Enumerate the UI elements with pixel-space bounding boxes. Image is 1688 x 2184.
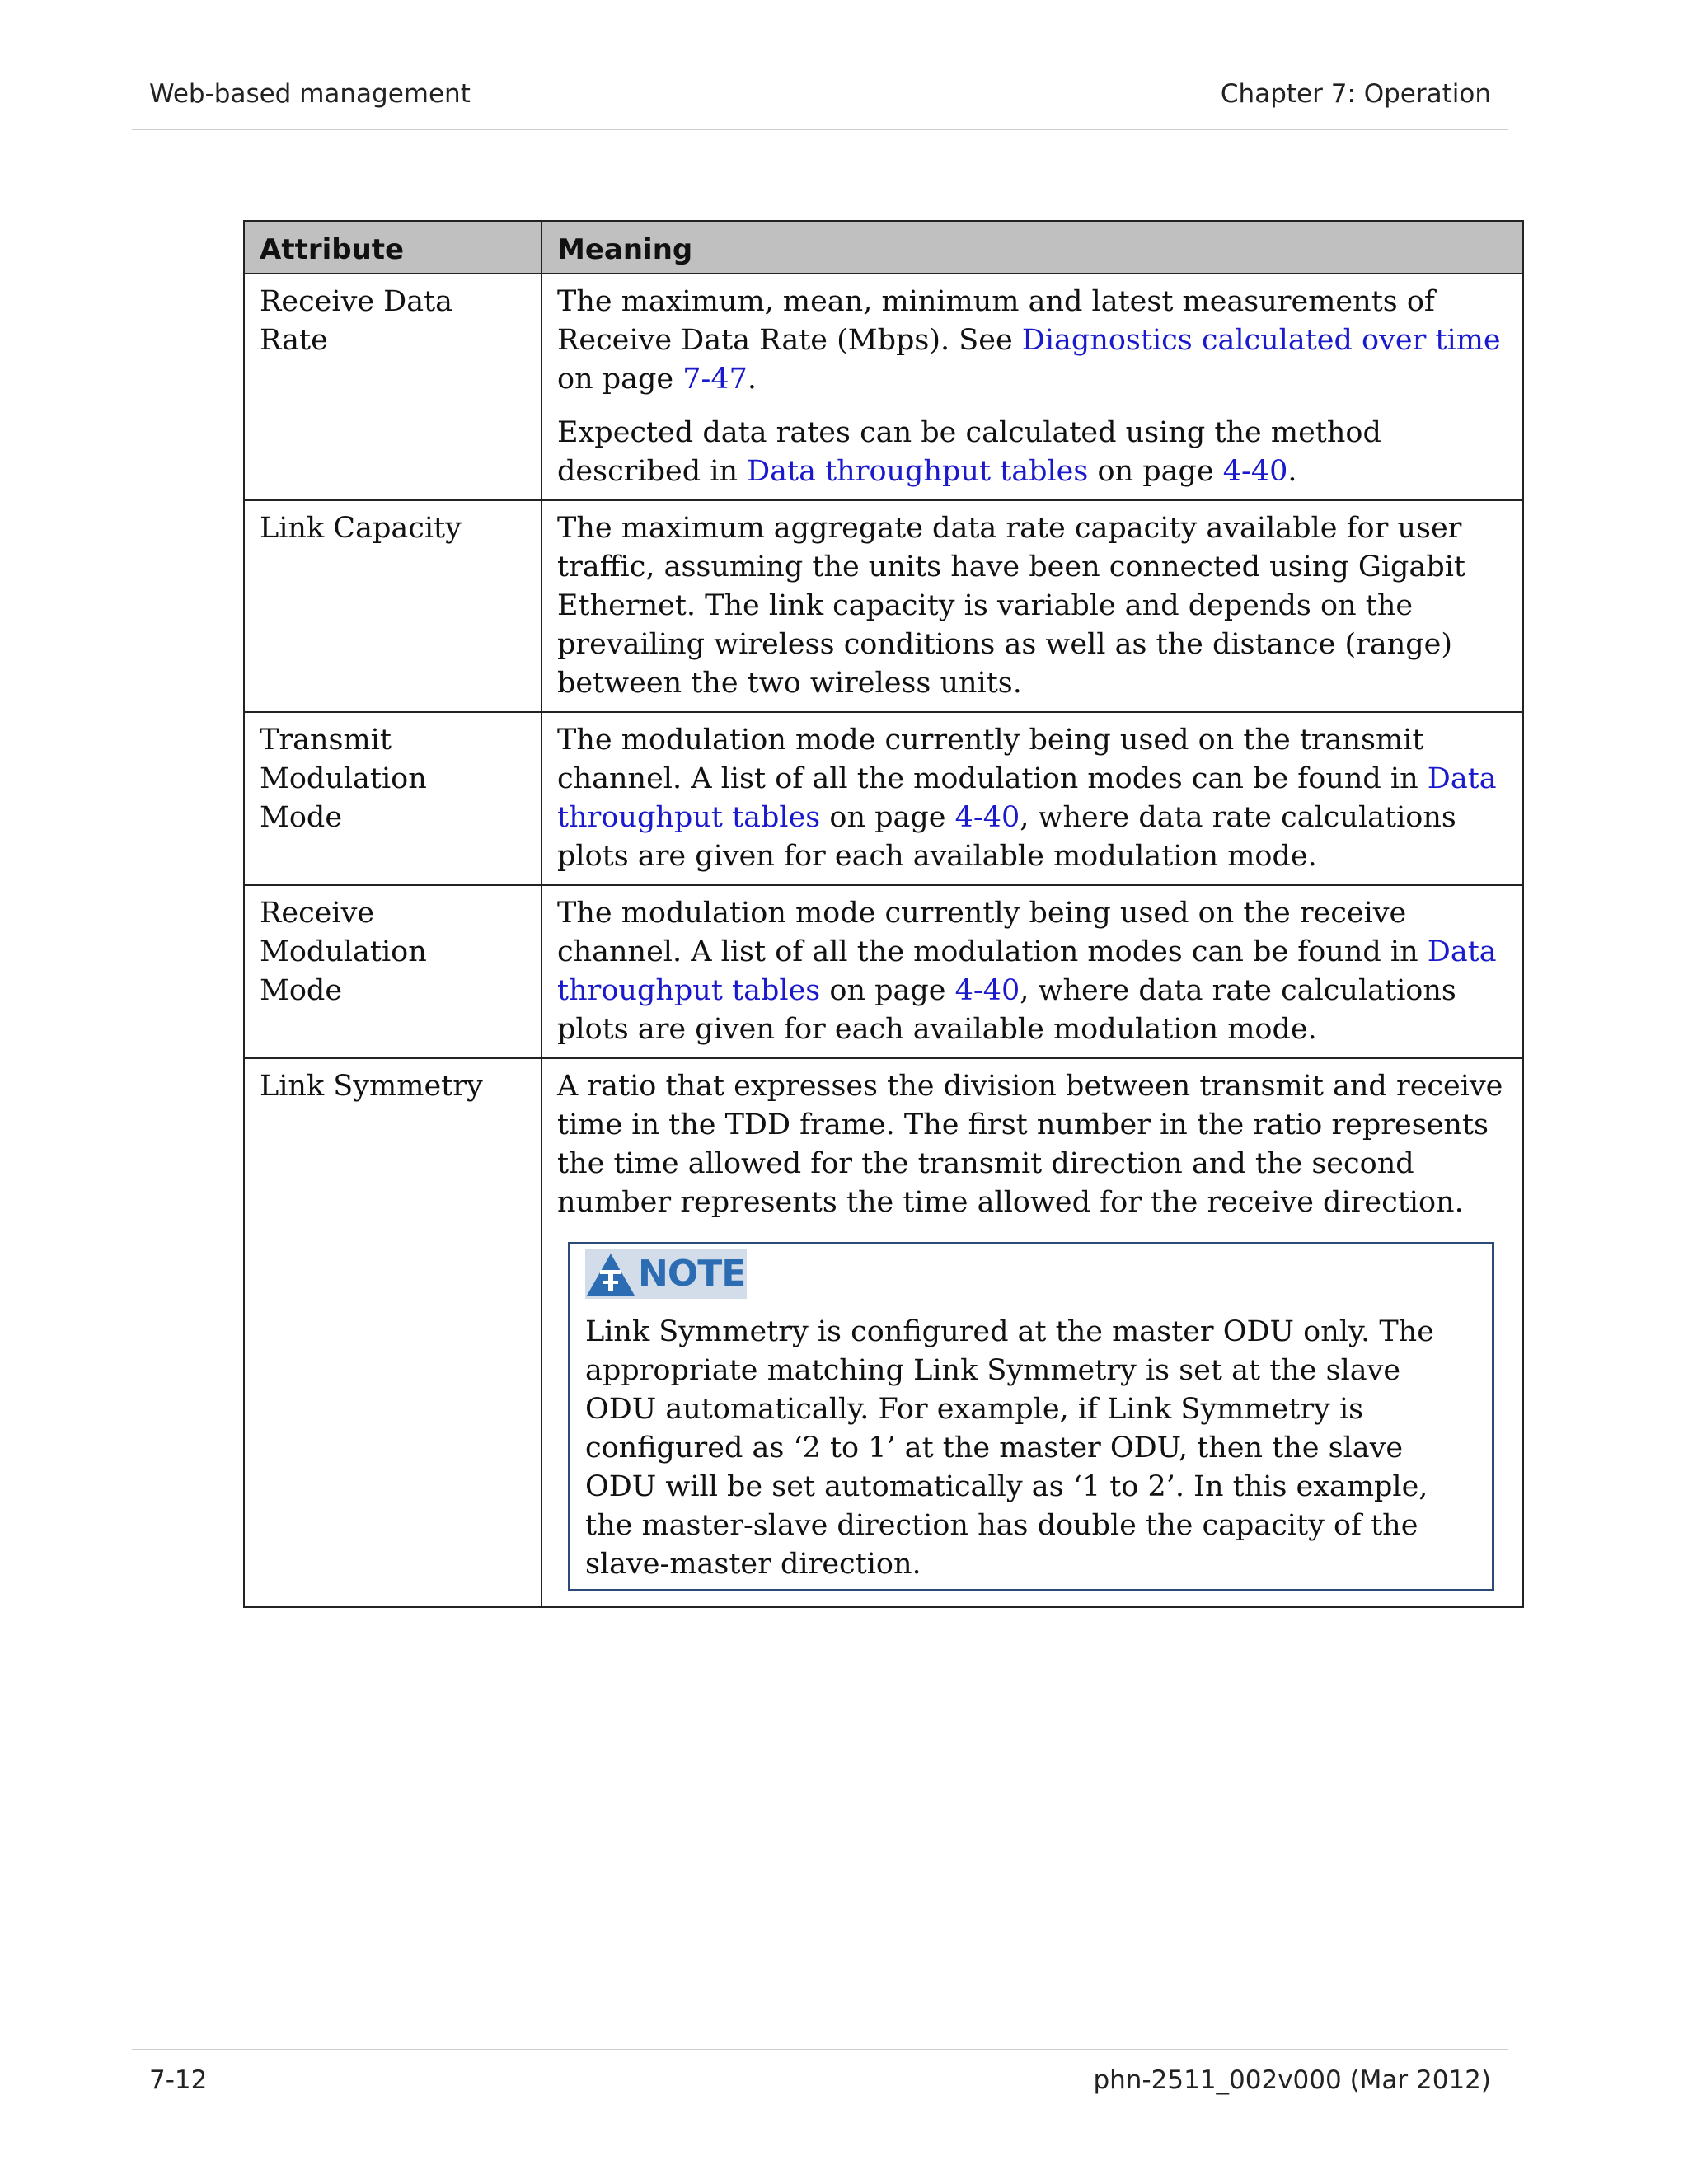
attribute-cell: Link Capacity — [244, 500, 542, 712]
text-run: The maximum, mean, minimum and latest measurements of Receive Data Rate (Mbps). See — [557, 285, 1435, 357]
meaning-paragraph — [557, 721, 1507, 876]
warning-triangle-icon — [585, 1251, 636, 1297]
attribute-cell: Transmit Modulation Mode — [244, 712, 542, 885]
cross-reference-link[interactable]: Data throughput tables — [747, 455, 1089, 488]
table-row — [244, 885, 1523, 1058]
text-run: The modulation mode currently being used on the transmit channel. A list of all the modulation modes can be found in — [557, 724, 1428, 795]
text-run: The modulation mode currently being used on the receive channel. A list of all the modulation modes can be found in — [557, 897, 1428, 968]
header-chapter-title: Chapter 7: Operation — [1220, 79, 1491, 109]
table-row — [244, 712, 1523, 885]
text-run: on page — [820, 801, 955, 834]
table-header-row — [244, 221, 1523, 274]
page-footer — [132, 2049, 1508, 2100]
header-section-title: Web-based management — [149, 79, 471, 109]
text-run: , where data rate calculations plots are given for each available modulation mode. — [557, 801, 1456, 873]
table-row — [244, 274, 1523, 500]
meaning-paragraph — [557, 414, 1507, 491]
attribute-cell: Receive Modulation Mode — [244, 885, 542, 1058]
column-header-meaning: Meaning — [542, 221, 1523, 274]
note-text: Link Symmetry is configured at the master ODU only. The appropriate matching Link Symmetry is set at the slave ODU automatically. For example, if Link Symmetry is configured as ‘2 to 1’ at the master ODU, then the slave ODU will be set automatically as ‘1 to 2’. In this example, the master-slave direction has double the capacity of the slave-master direction. — [585, 1315, 1434, 1581]
meaning-paragraph: The maximum aggregate data rate capacity available for user traffic, assuming the units have been connected using Gigabit Ethernet. The link capacity is variable and depends on the prevailing wireless conditions as well as the distance (range) between the two wireless units. — [557, 512, 1465, 700]
page-reference-link[interactable]: 7-47 — [682, 363, 748, 396]
attribute-cell: Link Symmetry — [244, 1058, 542, 1607]
attribute-cell: Receive Data Rate — [244, 274, 542, 500]
meaning-cell — [542, 274, 1523, 500]
text-run: . — [1287, 455, 1297, 488]
meaning-paragraph: A ratio that expresses the division between transmit and receive time in the TDD frame. The first number in the ratio represents the time allowed for the transmit direction and the second number represents the time allowed for the receive direction. — [557, 1070, 1503, 1219]
text-run: on page — [820, 974, 955, 1007]
meaning-paragraph — [557, 894, 1507, 1049]
column-header-attribute: Attribute — [244, 221, 542, 274]
cross-reference-link[interactable]: Data throughput tables — [557, 762, 1497, 834]
meaning-cell — [542, 500, 1523, 712]
page-header — [132, 79, 1508, 130]
page-number: 7-12 — [149, 2065, 208, 2095]
document-id: phn-2511_002v000 (Mar 2012) — [1093, 2065, 1491, 2095]
attribute-table — [243, 220, 1524, 1608]
text-run: , where data rate calculations plots are given for each available modulation mode. — [557, 974, 1456, 1046]
note-box — [568, 1242, 1494, 1591]
table-row — [244, 1058, 1523, 1607]
text-run: on page — [1088, 455, 1223, 488]
page-reference-link[interactable]: 4-40 — [954, 801, 1020, 834]
meaning-cell — [542, 712, 1523, 885]
note-badge — [585, 1249, 747, 1299]
text-run: on page — [557, 363, 683, 396]
text-run: . — [747, 363, 757, 396]
cross-reference-link[interactable]: Diagnostics calculated over time — [1021, 324, 1501, 357]
table-row — [244, 500, 1523, 712]
meaning-cell — [542, 1058, 1523, 1607]
page-reference-link[interactable]: 4-40 — [1222, 455, 1288, 488]
text-run: Expected data rates can be calculated using the method described in — [557, 416, 1381, 488]
page-reference-link[interactable]: 4-40 — [954, 974, 1020, 1007]
cross-reference-link[interactable]: Data throughput tables — [557, 935, 1497, 1007]
meaning-paragraph — [557, 283, 1507, 399]
meaning-cell — [542, 885, 1523, 1058]
note-label: NOTE — [638, 1253, 746, 1295]
